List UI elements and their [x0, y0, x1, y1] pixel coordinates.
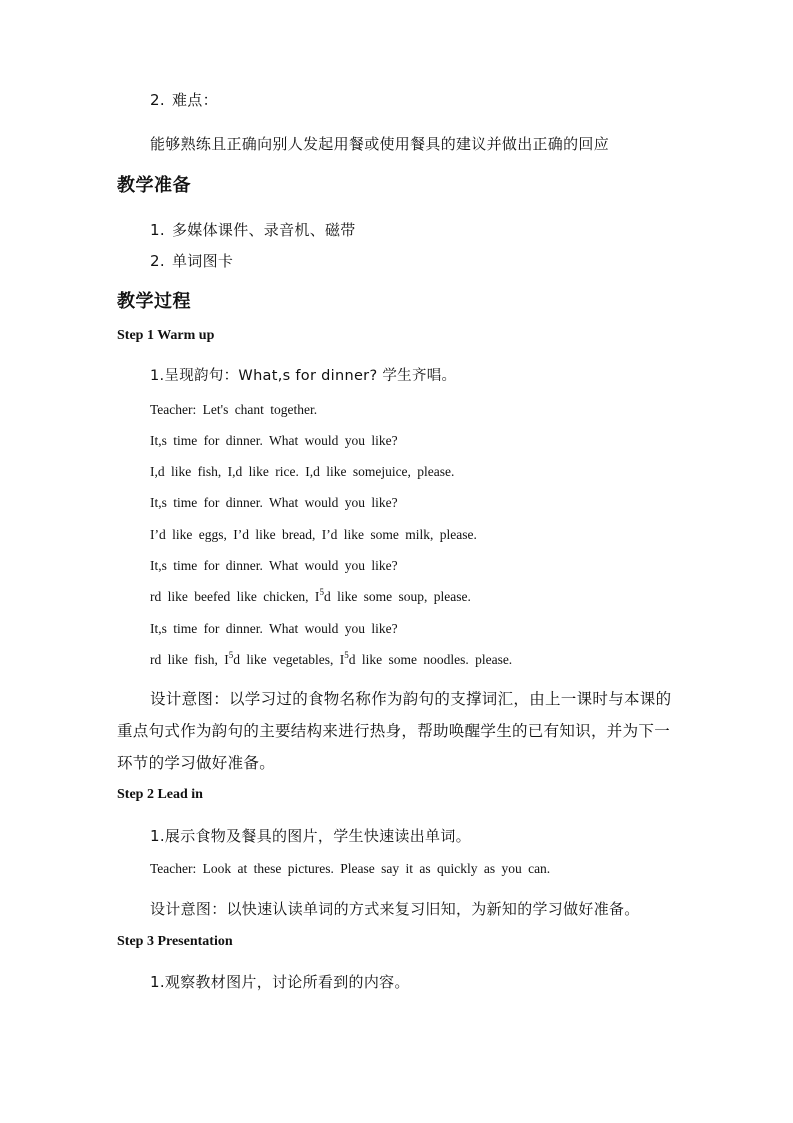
- chant-text: rd like beefed like chicken, I: [150, 589, 320, 604]
- chant-line: [150, 650, 513, 667]
- step1-design-intent: 重点句式作为韵句的主要结构来进行热身，帮助唤醒学生的已有知识，并为下一: [117, 722, 671, 740]
- chant-line: It,s time for dinner. What would you like?: [150, 433, 398, 448]
- preparation-heading: 教学准备: [117, 175, 191, 196]
- preparation-item-text: 多媒体课件、录音机、磁带: [172, 221, 356, 239]
- difficulty-number: 2.: [150, 91, 165, 109]
- chant-text: d like some soup, please.: [323, 589, 471, 604]
- step3-title: Step 3 Presentation: [117, 934, 233, 949]
- step2-title: Step 2 Lead in: [117, 787, 203, 802]
- step1-title: Step 1 Warm up: [117, 328, 215, 343]
- chant-line: I’d like eggs, I’d like bread, I’d like some milk, please.: [150, 527, 477, 542]
- step1-design-intent: 环节的学习做好准备。: [117, 754, 276, 772]
- chant-line: I,d like fish, I,d like rice. I,d like somejuice, please.: [150, 464, 455, 479]
- chant-sup: 5: [319, 587, 324, 597]
- difficulty-label: 难点：: [172, 91, 218, 109]
- chant-line: Teacher: Let's chant together.: [150, 402, 318, 417]
- difficulty-text: 能够熟练且正确向别人发起用餐或使用餐具的建议并做出正确的回应: [150, 135, 610, 153]
- chant-line: It,s time for dinner. What would you like?: [150, 621, 398, 636]
- preparation-item: [150, 254, 233, 269]
- preparation-item-number: 2.: [150, 252, 165, 270]
- process-heading: 教学过程: [117, 291, 191, 312]
- chant-text: d like vegetables, I: [233, 652, 345, 667]
- chant-line: It,s time for dinner. What would you like?: [150, 495, 398, 510]
- step1-intro: 1.呈现韵句：What,s for dinner? 学生齐唱。: [150, 368, 457, 384]
- step1-design-intent: 设计意图：以学习过的食物名称作为韵句的支撑词汇，由上一课时与本课的: [150, 690, 672, 708]
- step3-item: 1.观察教材图片，讨论所看到的内容。: [150, 973, 410, 991]
- step2-item: 1.展示食物及餐具的图片，学生快速读出单词。: [150, 827, 471, 845]
- difficulty-heading: [150, 93, 218, 108]
- chant-text: rd like fish, I: [150, 652, 229, 667]
- chant-sup: 5: [228, 650, 234, 660]
- chant-line: [150, 587, 471, 604]
- chant-line: It,s time for dinner. What would you like?: [150, 558, 398, 573]
- preparation-item-number: 1.: [150, 221, 165, 239]
- preparation-item-text: 单词图卡: [172, 252, 234, 270]
- chant-sup: 5: [344, 650, 349, 660]
- chant-text: d like some noodles. please.: [348, 652, 513, 667]
- step2-design-intent: 设计意图：以快速认读单词的方式来复习旧知，为新知的学习做好准备。: [150, 900, 640, 918]
- step2-teacher-line: Teacher: Look at these pictures. Please say it as quickly as you can.: [150, 861, 551, 876]
- preparation-item: [150, 223, 356, 238]
